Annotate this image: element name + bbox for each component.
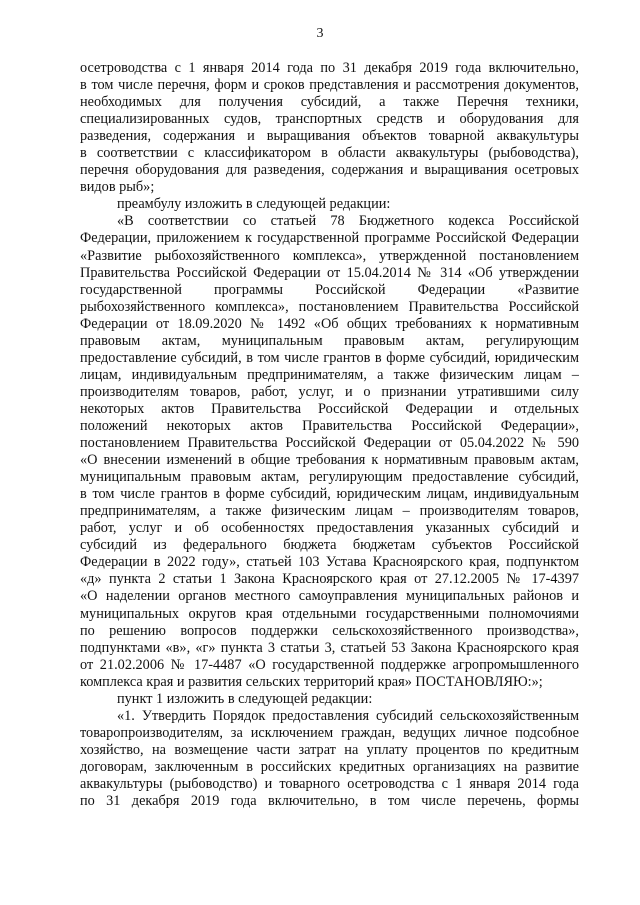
text-line: Федерации в 2022 году», статьей 103 Устава Красноярского края, подпунктом: [80, 554, 579, 571]
text-line: в том числе перечня, форм и сроков представления и рассмотрения документов,: [80, 77, 579, 94]
text-line: пункт 1 изложить в следующей редакции:: [117, 690, 373, 707]
text-line: преамбулу изложить в следующей редакции:: [117, 196, 391, 213]
text-line: необходимых для получения субсидий, а также Перечня техники,: [80, 94, 579, 111]
text-line: правовым актам, муниципальным правовым актам, регулирующим: [80, 332, 579, 349]
text-line: товаропроизводителям, за исключением граждан, ведущих личное подсобное: [80, 724, 579, 741]
text-line: некоторых актов Правительства Российской Федерации и отдельных: [80, 400, 579, 417]
text-line: предоставление субсидий, в том числе грантов в форме субсидий, юридическим: [80, 349, 579, 366]
text-line: «О наделении органов местного самоуправления муниципальных районов и: [80, 588, 579, 605]
text-line: производителям товаров, работ, услуг, и о признании утратившими силу: [80, 383, 579, 400]
text-line: разведения, содержания и выращивания объектов товарной аквакультуры: [80, 128, 579, 145]
text-line: субсидий из федерального бюджета бюджетам субъектов Российской: [80, 537, 579, 554]
text-line: предпринимателям, а также физическим лицам – производителям товаров,: [80, 503, 579, 520]
text-line: «О внесении изменений в общие требования к нормативным правовым актам,: [80, 452, 579, 469]
text-line: лицам, индивидуальным предпринимателям, а также физическим лицам –: [80, 366, 579, 383]
text-line: хозяйство, на возмещение части затрат на уплату процентов по кредитным: [80, 741, 579, 758]
text-line: договорам, заключенным в российских кредитных организациях на развитие: [80, 758, 579, 775]
text-line: муниципальным правовым актам, регулирующим предоставление субсидий,: [80, 469, 579, 486]
document-body: [80, 60, 579, 810]
text-line: специализированных судов, транспортных средств и оборудования для: [80, 111, 579, 128]
text-line: подпунктами «в», «г» пункта 3 статьи 3, статьей 53 Закона Красноярского края: [80, 639, 579, 656]
text-line: муниципальных округов края отдельными государственными полномочиями: [80, 605, 579, 622]
text-line: постановлением Правительства Российской Федерации от 05.04.2022 № 590: [80, 435, 579, 452]
text-line: в соответствии с классификатором в области аквакультуры (рыбоводства),: [80, 145, 579, 162]
text-line: осетроводства с 1 января 2014 года по 31 декабря 2019 года включительно,: [80, 60, 579, 76]
page-number: 3: [316, 26, 324, 41]
text-line: государственной программы Российской Федерации «Развитие: [80, 281, 579, 298]
text-line: Федерации, приложением к государственной программе Российской Федерации: [80, 230, 579, 247]
text-line: аквакультуры (рыбоводство) и товарного осетроводства с 1 января 2014 года: [80, 775, 579, 792]
text-line: от 21.02.2006 № 17-4487 «О государственной поддержке агропромышленного: [80, 656, 579, 673]
text-line: работ, услуг и об особенностях предоставления указанных субсидий и: [80, 520, 579, 537]
text-line: в том числе грантов в форме субсидий, юридическим лицам, индивидуальным: [80, 486, 579, 503]
text-line: положений некоторых актов Правительства Российской Федерации»,: [80, 417, 579, 434]
text-line: «Развитие рыбохозяйственного комплекса», утвержденной постановлением: [80, 247, 579, 264]
text-line: по решению вопросов поддержки сельскохозяйственного производства»,: [80, 622, 579, 639]
text-line: «1. Утвердить Порядок предоставления субсидий сельскохозяйственным: [117, 707, 579, 724]
text-line: по 31 декабря 2019 года включительно, в том числе перечень, формы: [80, 793, 579, 810]
text-line: перечня оборудования для разведения, содержания и выращивания осетровых: [80, 162, 579, 179]
text-line: Федерации от 18.09.2020 № 1492 «Об общих требованиях к нормативным: [80, 315, 579, 332]
text-line: рыбохозяйственного комплекса», постановлением Правительства Российской: [80, 298, 579, 315]
text-line: «В соответствии со статьей 78 Бюджетного кодекса Российской: [117, 213, 579, 230]
text-line: Правительства Российской Федерации от 15.04.2014 № 314 «Об утверждении: [80, 264, 579, 281]
text-line: видов рыб»;: [80, 179, 155, 196]
text-line: комплекса края и развития сельских территорий края» ПОСТАНОВЛЯЮ:»;: [80, 673, 543, 690]
text-line: «д» пункта 2 статьи 1 Закона Красноярского края от 27.12.2005 № 17-4397: [80, 571, 579, 588]
